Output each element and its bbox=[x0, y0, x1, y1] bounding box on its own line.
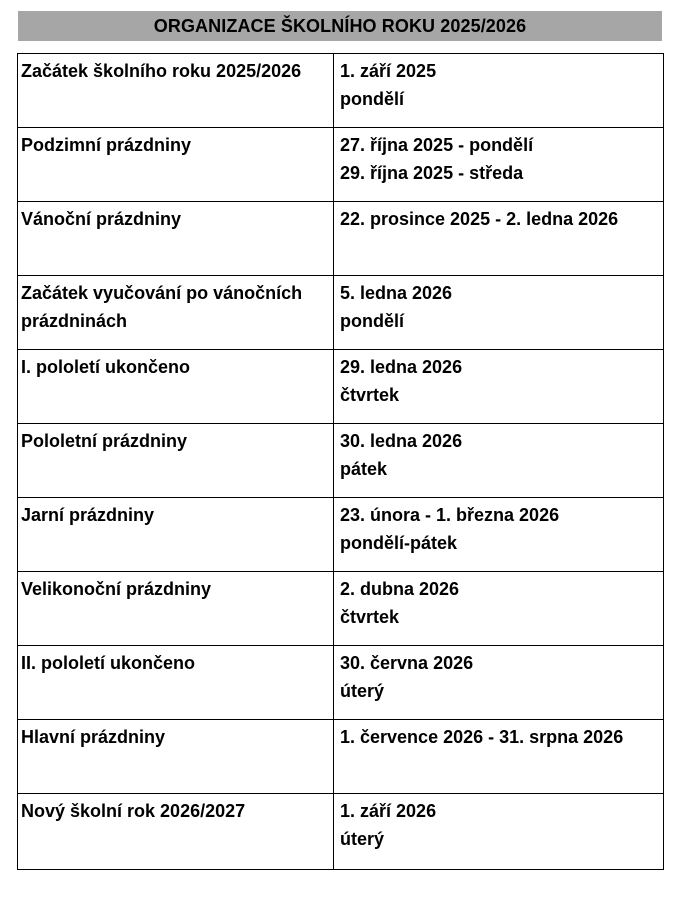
event-day: pondělí bbox=[340, 89, 404, 109]
event-date: 30. ledna 2026 bbox=[340, 431, 463, 451]
event-day: úterý bbox=[340, 681, 385, 701]
table-row bbox=[18, 498, 664, 572]
event-label-cell bbox=[18, 572, 334, 646]
event-label: Podzimní prázdniny bbox=[21, 135, 192, 155]
event-date: 1. září 2025 bbox=[340, 61, 437, 81]
event-date-cell bbox=[334, 794, 664, 870]
event-date-cell bbox=[334, 572, 664, 646]
event-date-cell bbox=[334, 202, 664, 276]
event-date-cell bbox=[334, 720, 664, 794]
event-label-cell bbox=[18, 54, 334, 128]
school-year-schedule-table bbox=[17, 53, 664, 870]
event-label: Hlavní prázdniny bbox=[21, 727, 166, 747]
event-label-cell bbox=[18, 646, 334, 720]
table-row bbox=[18, 128, 664, 202]
event-label: Vánoční prázdniny bbox=[21, 209, 182, 229]
event-label: Velikonoční prázdniny bbox=[21, 579, 212, 599]
event-day: čtvrtek bbox=[340, 385, 400, 405]
event-label: Nový školní rok 2026/2027 bbox=[21, 801, 246, 821]
event-day: 29. října 2025 - středa bbox=[340, 163, 524, 183]
page-title: ORGANIZACE ŠKOLNÍHO ROKU 2025/2026 bbox=[18, 11, 662, 41]
event-date-cell bbox=[334, 424, 664, 498]
event-day: úterý bbox=[340, 829, 385, 849]
event-date-cell bbox=[334, 54, 664, 128]
event-label-cell bbox=[18, 276, 334, 350]
event-label-cell bbox=[18, 202, 334, 276]
event-label: II. pololetí ukončeno bbox=[21, 653, 196, 673]
event-day: pátek bbox=[340, 459, 388, 479]
table-row bbox=[18, 276, 664, 350]
event-day: pondělí bbox=[340, 311, 404, 331]
event-label: Pololetní prázdniny bbox=[21, 431, 188, 451]
event-label-cell bbox=[18, 350, 334, 424]
event-date-cell bbox=[334, 646, 664, 720]
event-date-cell bbox=[334, 128, 664, 202]
event-label-cell bbox=[18, 424, 334, 498]
event-label-cell bbox=[18, 498, 334, 572]
event-label: Začátek vyučování po vánočních prázdninách bbox=[21, 283, 303, 331]
table-row bbox=[18, 646, 664, 720]
table-row bbox=[18, 54, 664, 128]
event-date: 1. července 2026 - 31. srpna 2026 bbox=[340, 727, 624, 747]
table-row bbox=[18, 794, 664, 870]
event-label: Jarní prázdniny bbox=[21, 505, 155, 525]
event-day: čtvrtek bbox=[340, 607, 400, 627]
event-date: 2. dubna 2026 bbox=[340, 579, 460, 599]
event-date-cell bbox=[334, 350, 664, 424]
event-date: 27. října 2025 - pondělí bbox=[340, 135, 534, 155]
table-row bbox=[18, 350, 664, 424]
table-row bbox=[18, 202, 664, 276]
event-date: 23. února - 1. března 2026 bbox=[340, 505, 560, 525]
event-date: 29. ledna 2026 bbox=[340, 357, 463, 377]
event-label-cell bbox=[18, 128, 334, 202]
event-date: 5. ledna 2026 bbox=[340, 283, 453, 303]
event-label-cell bbox=[18, 720, 334, 794]
event-date-cell bbox=[334, 498, 664, 572]
table-row bbox=[18, 572, 664, 646]
event-date: 30. června 2026 bbox=[340, 653, 474, 673]
event-date: 22. prosince 2025 - 2. ledna 2026 bbox=[340, 209, 619, 229]
event-date: 1. září 2026 bbox=[340, 801, 437, 821]
event-label-cell bbox=[18, 794, 334, 870]
event-date-cell bbox=[334, 276, 664, 350]
event-label: Začátek školního roku 2025/2026 bbox=[21, 61, 302, 81]
table-row bbox=[18, 424, 664, 498]
event-label: I. pololetí ukončeno bbox=[21, 357, 191, 377]
table-row bbox=[18, 720, 664, 794]
event-day: pondělí-pátek bbox=[340, 533, 458, 553]
